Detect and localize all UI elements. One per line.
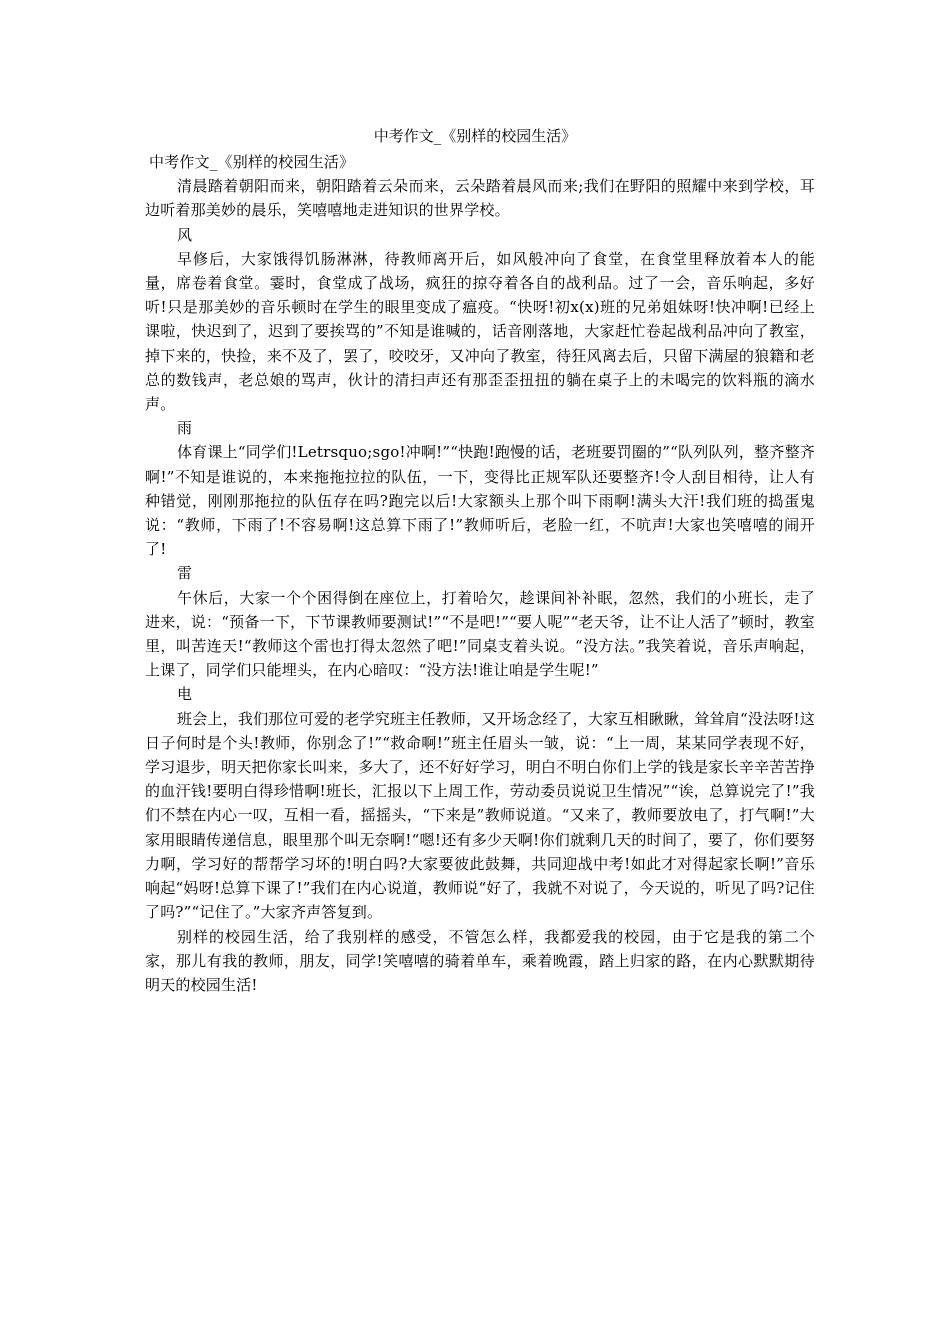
paragraph-conclusion: 别样的校园生活，给了我别样的感受，不管怎么样，我都爱我的校园，由于它是我的第二个家，那儿有我的教师，朋友，同学!笑嘻嘻的骑着单车，乘着晚霞，踏上归家的路，在内心默默期待明天的校园生活! [145,927,815,994]
section-heading-yu: 雨 [177,419,193,438]
document-title: 中考作文_《别样的校园生活》 [373,127,577,145]
document-body [145,150,815,997]
paragraph-intro: 清晨踏着朝阳而来，朝阳踏着云朵而来，云朵踏着晨风而来;我们在野阳的照耀中来到学校，耳边听着那美妙的晨乐，笑嘻嘻地走进知识的世界学校。 [145,177,815,220]
section-heading-feng: 风 [177,225,193,244]
paragraph-lei: 午休后，大家一个个困得倒在座位上，打着哈欠，趁课间补补眠，忽然，我们的小班长，走了进来，说：“预备一下，下节课教师要测试!”“不是吧!”“要人呢”“老天爷，让不让人活了”顿时，教室里，叫苦连天!“教师这个雷也打得太忽然了吧!”同桌支着头说。“没方法。”我笑着说，音乐声响起，上课了，同学们只能埋头，在内心暗叹：“没方法!谁让咱是学生呢!” [145,588,815,680]
document-subtitle: 中考作文_《别样的校园生活》 [149,153,355,171]
paragraph-yu: 体育课上“同学们!Letrsquo;sgo!冲啊!”“快跑!跑慢的话，老班要罚圈的”“队列队列，整齐整齐啊!”不知是谁说的，本来拖拖拉拉的队伍，一下，变得比正规军队还要整齐!令人刮目相待，让人有种错觉，刚刚那拖拉的队伍存在吗?跑完以后!大家额头上那个叫下雨啊!满头大汗!我们班的捣蛋鬼说：“教师，下雨了!不容易啊!这总算下雨了!”教师听后，老脸一红，不吭声!大家也笑嘻嘻的闹开了! [145,443,815,559]
section-heading-lei: 雷 [177,564,193,583]
section-heading-dian: 电 [177,685,193,704]
paragraph-feng: 早修后，大家饿得饥肠淋淋，待教师离开后，如风般冲向了食堂，在食堂里释放着本人的能量，席卷着食堂。霎时，食堂成了战场，疯狂的掠夺着各自的战利品。过了一会，音乐响起，多好听!只是那美妙的音乐顿时在学生的眼里变成了瘟疫。“快呀!初x(x)班的兄弟姐妹呀!快冲啊!已经上课啦，快迟到了，迟到了要挨骂的”不知是谁喊的，话音刚落地，大家赶忙卷起战利品冲向了教室，掉下来的，快捡，来不及了，罢了，咬咬牙，又冲向了教室，待狂风离去后，只留下满屋的狼籍和老总的数钱声，老总娘的骂声，伙计的清扫声还有那歪歪扭扭的躺在桌子上的未喝完的饮料瓶的滴水声。 [145,249,815,414]
paragraph-dian: 班会上，我们那位可爱的老学究班主任教师，又开场念经了，大家互相瞅瞅，耸耸肩“没法呀!这日子何时是个头!教师，你别念了!”“救命啊!”班主任眉头一皱，说：“上一周，某某同学表现不好，学习退步，明天把你家长叫来，多大了，还不好好学习，明白不明白你们上学的钱是家长辛辛苦苦挣的血汗钱!要明白得珍惜啊!班长，汇报以下上周工作，劳动委员说说卫生情况”“诶，总算说完了!”我们不禁在内心一叹，互相一看，摇摇头，“下来是”教师说道。“又来了，教师要放电了，打气啊!”大家用眼睛传递信息，眼里那个叫无奈啊!“嗯!还有多少天啊!你们就剩几天的时间了，要了，你们要努力啊，学习好的帮帮学习坏的!明白吗?大家要彼此鼓舞，共同迎战中考!如此才对得起家长啊!”音乐响起“妈呀!总算下课了!”我们在内心说道，教师说“好了，我就不对说了，今天说的，听见了吗?记住了吗?”“记住了。”大家齐声答复到。 [145,709,815,922]
